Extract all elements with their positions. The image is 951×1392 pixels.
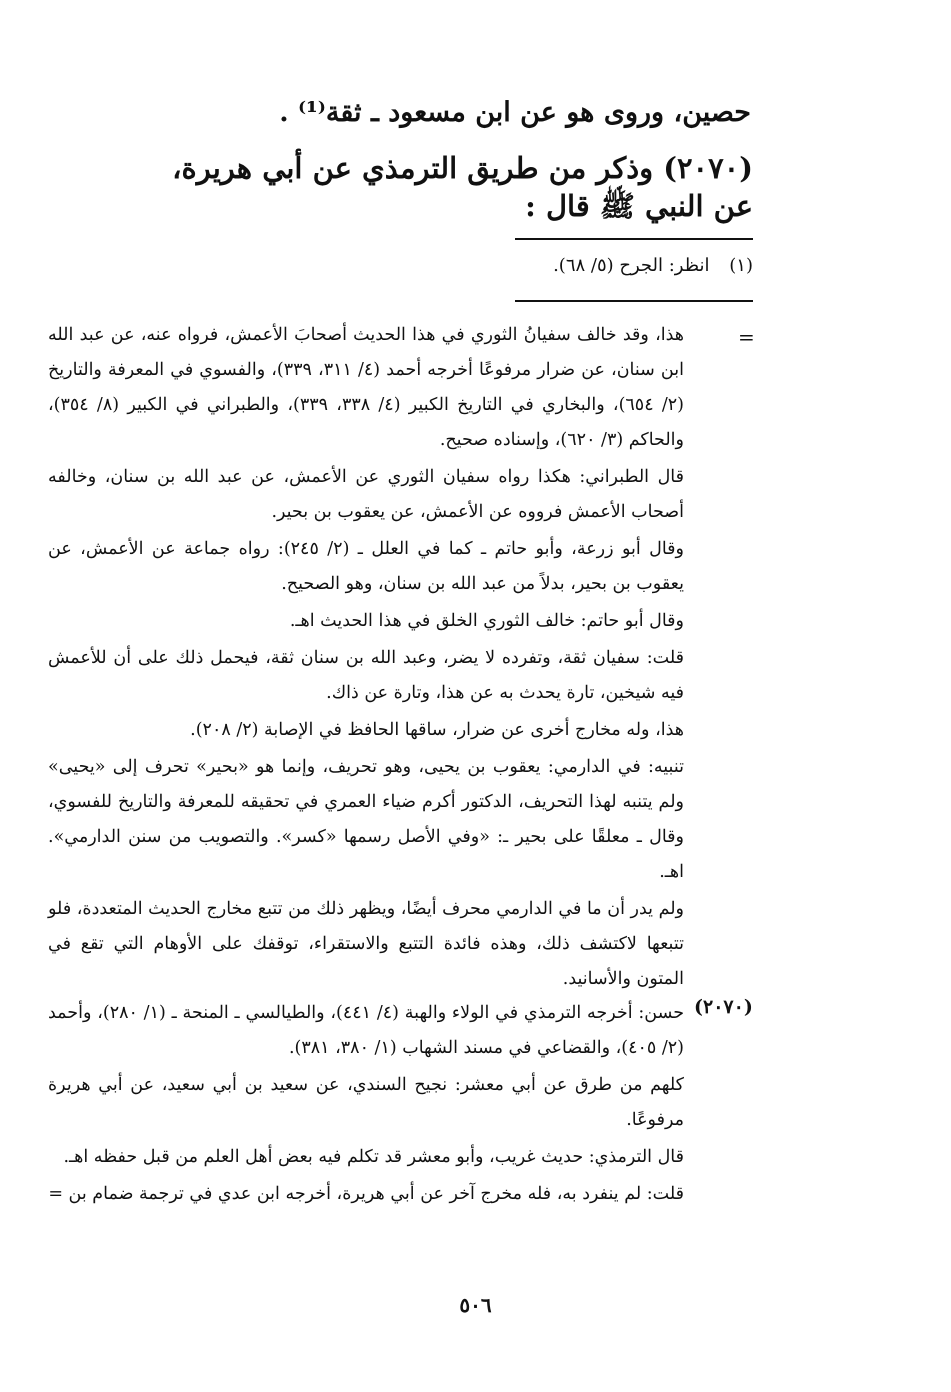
commentary-paragraph: قال الترمذي: حديث غريب، وأبو معشر قد تكلم فيه بعض أهل العلم من قبل حفظه اهـ. xyxy=(63,1147,684,1167)
footnote-separator-bottom xyxy=(515,300,753,302)
commentary-paragraph: وقال أبو حاتم: خالف الثوري الخلق في هذا الحديث اهـ. xyxy=(289,611,684,631)
main-text-hadith-heading: (٢٠٧٠) وذكر من طريق الترمذي عن أبي هريرة، عن النبي ﷺ قال : xyxy=(172,151,753,223)
page-number: ٥٠٦ xyxy=(459,1293,492,1317)
commentary-section-1 xyxy=(48,318,684,999)
commentary-paragraph: وقال أبو زرعة، وأبو حاتم ـ كما في العلل ـ (٢/ ٢٤٥): رواه جماعة عن الأعمش، عن يعقوب بن بحير، بدلاً من عبد الله بن سنان، وهو الصحيح. xyxy=(48,539,685,594)
footnote-separator-top xyxy=(515,238,753,240)
commentary-paragraph: قلت: لم ينفرد به، فله مخرج آخر عن أبي هريرة، أخرجه ابن عدي في ترجمة ضمام بن = xyxy=(48,1184,684,1204)
footnote xyxy=(353,252,753,281)
commentary-section-2 xyxy=(48,996,684,1214)
commentary-paragraph: ولم يدر أن ما في الدارمي محرف أيضًا، ويظهر ذلك من تتبع مخارج الحديث المتعددة، فلو تتبعها لاكتشف ذلك، وهذه فائدة التتبع والاستقراء، توقفك على الأوهام التي تقع في المتون والأسانيد. xyxy=(48,899,684,989)
commentary-paragraph: حسن: أخرجه الترمذي في الولاء والهبة (٤/ ٤٤١)، والطيالسي ـ المنحة ـ (١/ ٢٨٠)، وأحمد (٢/ ٤٠٥)، والقضاعي في مسند الشهاب (١/ ٣٨٠، ٣٨١). xyxy=(48,1003,685,1058)
commentary-paragraph: كلهم من طرق عن أبي معشر: نجيح السندي، عن سعيد بن أبي سعيد، عن أبي هريرة مرفوعًا. xyxy=(48,1075,684,1130)
continuation-mark: = xyxy=(738,325,755,349)
main-text-line-1: حصين، وروى هو عن ابن مسعود ـ ثقة⁽¹⁾ . xyxy=(279,97,751,128)
commentary-paragraph: هذا، وقد خالف سفيانُ الثوري في هذا الحديث أصحابَ الأعمش، فرواه عنه، عن عبد الله ابن سنان، عن ضرار مرفوعًا أخرجه أحمد (٤/ ٣١١، ٣٣٩)، والفسوي في المعرفة والتاريخ (٢/ ٦٥٤)، والبخاري في التاريخ الكبير (٤/ ٣٣٨، ٣٣٩)، والطبراني في الكبير (٨/ ٣٥٤)، والحاكم (٣/ ٦٢٠)، وإسناده صحيح. xyxy=(48,325,684,450)
hadith-number: (٢٠٧٠) xyxy=(694,996,753,1018)
commentary-paragraph: هذا، وله مخارج أخرى عن ضرار، ساقها الحافظ في الإصابة (٢/ ٢٠٨). xyxy=(190,720,684,740)
footnote-number: (١) xyxy=(729,255,753,276)
commentary-paragraph: قلت: سفيان ثقة، وتفرده لا يضر، وعبد الله بن سنان ثقة، فيحمل ذلك على أن للأعمش فيه شيخين، تارة يحدث به عن هذا، وتارة عن ذاك. xyxy=(48,648,684,703)
footnote-text: انظر: الجرح (٥/ ٦٨). xyxy=(553,255,710,276)
commentary-paragraph: تنبيه: في الدارمي: يعقوب بن يحيى، وهو تحريف، وإنما هو «بحير» تحرف إلى «يحيى» ولم يتنبه لهذا التحريف، الدكتور أكرم ضياء العمري في تحقيقه للمعرفة والتاريخ للفسوي، وقال ـ معلقًا على بحير ـ: «وفي الأصل رسمها «كسر». والتصويب من سنن الدارمي». اهـ. xyxy=(48,757,684,882)
commentary-paragraph: قال الطبراني: هكذا رواه سفيان الثوري عن الأعمش، عن عبد الله بن سنان، وخالفه أصحاب الأعمش فرووه عن الأعمش، عن يعقوب بن بحير. xyxy=(48,467,684,522)
